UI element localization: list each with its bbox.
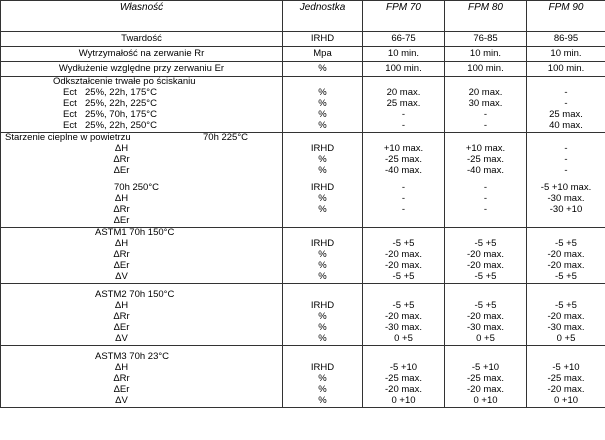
row-tensile-strength: [1, 47, 605, 62]
aging-symbol: ΔEr: [113, 165, 130, 176]
header-fpm90: FPM 90: [527, 1, 605, 32]
header-row: [1, 1, 605, 32]
compression-fpm80: 20 max. 30 max. - -: [445, 77, 527, 133]
row-compression-set: [1, 77, 605, 133]
compression-line: Ect 25%, 22h, 250°C: [63, 120, 157, 131]
row-fpm90: 100 min.: [527, 62, 605, 77]
aging-cond1: 70h 225°C: [203, 132, 248, 143]
aging-title: Starzenie cieplne w powietrzu: [5, 132, 131, 143]
aging-title-line: [1, 133, 282, 144]
compression-fpm70: 20 max. 25 max. - -: [363, 77, 445, 133]
aging-symbol: ΔH: [114, 143, 129, 154]
row-fpm90: 10 min.: [527, 47, 605, 62]
compression-title: Odkształcenie trwałe po ściskaniu: [53, 76, 196, 87]
astm-title: ASTM1 70h 150°C: [95, 227, 175, 238]
aging-symbol: ΔRr: [113, 204, 130, 215]
aging-units: IRHD % % IRHD % %: [283, 133, 363, 228]
row-astm2: ASTM2 70h 150°C ΔH ΔRr ΔEr ΔV IRHD % % % -5 +5 -20 max. -30 max. 0 +5 -5 +5 -20 max. -30 max. 0 +5 -5 +5 -20 max. -30 max. 0 +5: [1, 284, 605, 346]
aging-fpm80: +10 max. -25 max. -40 max. - - -: [445, 133, 527, 228]
row-fpm70: 100 min.: [363, 62, 445, 77]
row-elongation: [1, 62, 605, 77]
compression-fpm90: - - 25 max. 40 max.: [527, 77, 605, 133]
row-fpm80: 76-85: [445, 32, 527, 47]
row-label: Wytrzymałość na zerwanie Rr: [1, 47, 283, 62]
header-property: Własność: [1, 1, 283, 32]
aging-fpm70: +10 max. -25 max. -40 max. - - -: [363, 133, 445, 228]
compression-line: Ect 25%, 22h, 175°C: [63, 87, 157, 98]
row-hardness: [1, 32, 605, 47]
astm-title: ASTM2 70h 150°C: [95, 289, 175, 300]
row-unit: IRHD: [283, 32, 363, 47]
compression-line: Ect 25%, 22h, 225°C: [63, 98, 157, 109]
row-heat-aging: [1, 133, 605, 228]
row-fpm70: 10 min.: [363, 47, 445, 62]
row-fpm70: 66-75: [363, 32, 445, 47]
row-fpm80: 100 min.: [445, 62, 527, 77]
astm-title: ASTM3 70h 23°C: [95, 351, 170, 362]
compression-units: % % % %: [283, 77, 363, 133]
row-label: Wydłużenie względne przy zerwaniu Er: [1, 62, 283, 77]
aging-symbol: ΔH: [114, 193, 129, 204]
header-fpm70: FPM 70: [363, 1, 445, 32]
header-unit: Jednostka: [283, 1, 363, 32]
aging-symbol: ΔEr: [113, 215, 130, 226]
row-fpm90: 86-95: [527, 32, 605, 47]
aging-cond2: 70h 250°C: [114, 182, 159, 193]
compression-line: Ect 25%, 70h, 175°C: [63, 109, 157, 120]
row-fpm80: 10 min.: [445, 47, 527, 62]
row-unit: %: [283, 62, 363, 77]
aging-fpm90: - - - -5 +10 max. -30 max. -30 +10: [527, 133, 605, 228]
row-label: Twardość: [1, 32, 283, 47]
row-unit: Mpa: [283, 47, 363, 62]
header-fpm80: FPM 80: [445, 1, 527, 32]
row-astm3: ASTM3 70h 23°C ΔH ΔRr ΔEr ΔV IRHD % % % -5 +10 -25 max. -20 max. 0 +10 -5 +10 -25 max. -20 max. 0 +10 -5 +10 -25 max. -20 max. 0 +10: [1, 346, 605, 408]
aging-symbol: ΔRr: [113, 154, 130, 165]
row-astm1: ASTM1 70h 150°C ΔH ΔRr ΔEr ΔV IRHD % % % -5 +5 -20 max. -20 max. -5 +5 -5 +5 -20 max. -20 max. -5 +5 -5 +5 -20 max. -20 max. -5 +5: [1, 228, 605, 284]
